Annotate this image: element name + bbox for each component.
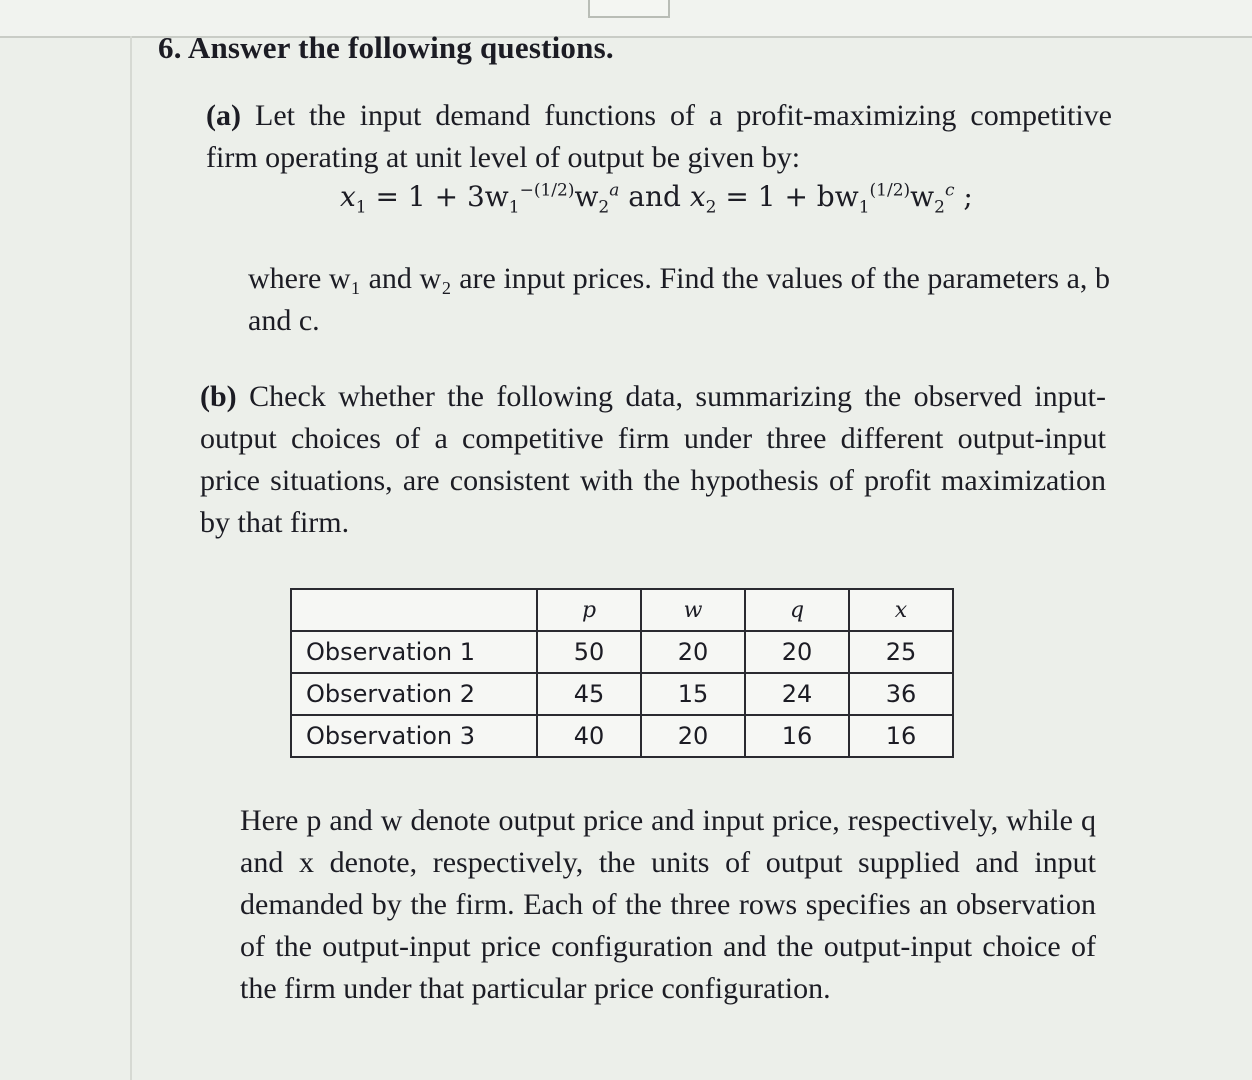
part-b-label: (b) (200, 380, 237, 413)
part-a-label: (a) (206, 99, 241, 132)
formula-w2b: w (910, 180, 935, 213)
part-a-where: where w₁ and w₂ are input prices. Find the values of the parameters a, b and c. (248, 262, 1110, 337)
formula-w2-sub: 2 (598, 197, 610, 218)
cell-x: 36 (849, 673, 953, 715)
formula-w1-exponent: −(1/2) (519, 180, 575, 201)
row-name: Observation 1 (291, 631, 537, 673)
row-name: Observation 2 (291, 673, 537, 715)
formula-w2b-sub: 2 (934, 197, 945, 218)
table-header-q: q (745, 589, 849, 631)
cell-p: 45 (537, 673, 641, 715)
table-header-x: x (849, 589, 953, 631)
part-a-intro (206, 95, 1112, 179)
part-a-intro-text: Let the input demand functions of a profit-maximizing competitive firm operating at unit level of output be given by: (206, 99, 1112, 174)
cell-q: 20 (745, 631, 849, 673)
table-row (291, 673, 953, 715)
part-b-text (200, 376, 1106, 544)
margin-line (130, 36, 132, 1080)
cell-x: 16 (849, 715, 953, 757)
table-header-p: p (537, 589, 641, 631)
formula-w2: w (574, 180, 599, 213)
table-row (291, 631, 953, 673)
table-header-w: w (641, 589, 745, 631)
row-name: Observation 3 (291, 715, 537, 757)
table-header-empty (291, 589, 537, 631)
formula-w1-sub: 1 (508, 197, 520, 218)
formula-and: and (619, 180, 690, 213)
cell-w: 15 (641, 673, 745, 715)
cell-p: 40 (537, 715, 641, 757)
top-box-outline (588, 0, 670, 18)
table-header-row (291, 589, 953, 631)
cell-p: 50 (537, 631, 641, 673)
cell-q: 16 (745, 715, 849, 757)
formula-end: ; (954, 180, 973, 213)
formula-x1-sub: 1 (355, 197, 367, 218)
formula-x2: x (689, 180, 706, 213)
formula-eq2-const: = 1 + bw (716, 180, 859, 213)
formula-x2-sub: 2 (705, 197, 717, 218)
cell-w: 20 (641, 715, 745, 757)
cell-w: 20 (641, 631, 745, 673)
part-b-explanation: Here p and w denote output price and input price, respectively, while q and x denote, respectively, the units of output supplied and input demanded by the firm. Each of the three rows specifies an observation of the output-input price configuration and the output-input choice of the firm under that particular price configuration. (240, 804, 1096, 1005)
demand-functions-formula (340, 180, 973, 218)
cell-q: 24 (745, 673, 849, 715)
observations-table (290, 588, 954, 758)
formula-exponent-c: c (944, 180, 955, 201)
formula-eq1-const: = 1 + 3w (366, 180, 509, 213)
question-title: 6. Answer the following questions. (158, 30, 614, 65)
formula-w1b-exponent: (1/2) (869, 180, 911, 201)
formula-exponent-a: a (609, 180, 620, 201)
formula-w1b-sub: 1 (858, 197, 870, 218)
part-b-text-body: Check whether the following data, summarizing the observed input-output choices of a competitive firm under three different output-input price situations, are consistent with the hypothesis of profit maximization by that firm. (200, 380, 1107, 539)
table-row (291, 715, 953, 757)
cell-x: 25 (849, 631, 953, 673)
formula-x1: x (340, 180, 356, 213)
